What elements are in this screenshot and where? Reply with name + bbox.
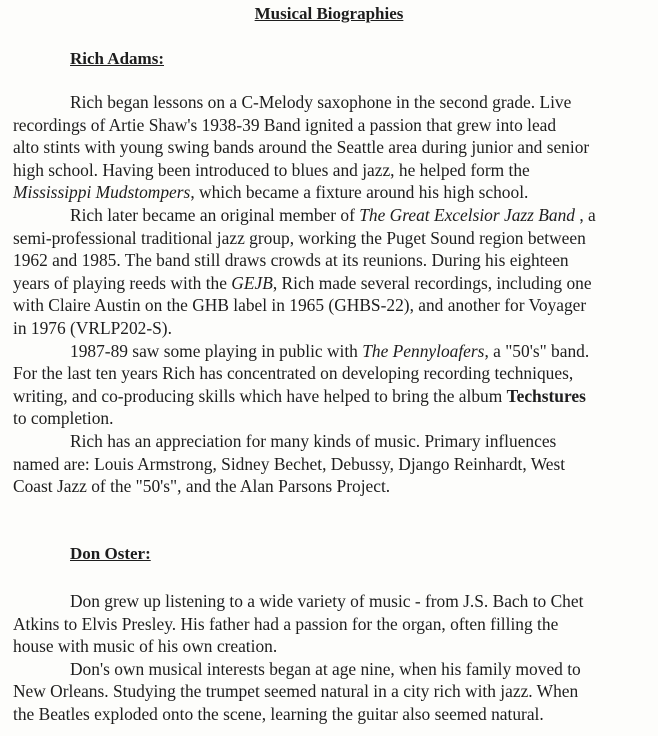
text-line	[13, 407, 653, 430]
text-line	[13, 136, 653, 159]
text-segment: high school. Having been introduced to blues and jazz, he helped form the	[13, 159, 530, 180]
text-segment: Atkins to Elvis Presley. His father had a passion for the organ, often filling the	[13, 613, 559, 634]
text-line	[13, 317, 653, 340]
text-line	[13, 181, 653, 204]
text-line	[13, 680, 653, 703]
text-segment: , a	[575, 204, 596, 225]
text-line	[13, 613, 653, 636]
text-line	[13, 590, 653, 613]
text-segment: , Rich made several recordings, including one	[272, 272, 592, 293]
page-title: Musical Biographies	[254, 4, 404, 23]
text-line	[13, 385, 653, 408]
bold-title: Techstures	[506, 385, 586, 406]
section-heading-don-oster: Don Oster:	[70, 544, 151, 563]
section-heading-rich-adams: Rich Adams:	[70, 49, 164, 68]
text-line	[13, 340, 653, 363]
text-line	[13, 227, 653, 250]
text-segment: with Claire Austin on the GHB label in 1965 (GHBS-22), and another for Voyager	[13, 295, 587, 316]
text-segment: Rich later became an original member of	[70, 204, 360, 225]
text-segment: in 1976 (VRLP202-S).	[13, 317, 172, 338]
text-line	[13, 272, 653, 295]
text-line	[13, 204, 653, 227]
italic-title: The Great Excelsior Jazz Band	[359, 204, 575, 225]
text-line	[13, 658, 653, 681]
italic-title: Mississippi Mudstompers	[13, 182, 191, 203]
text-line	[13, 159, 653, 182]
text-segment: semi-professional traditional jazz group, working the Puget Sound region between	[13, 227, 586, 248]
text-line	[13, 475, 653, 498]
text-line	[13, 249, 653, 272]
text-segment: the Beatles exploded onto the scene, learning the guitar also seemed natural.	[13, 703, 544, 724]
text-line	[13, 362, 653, 385]
text-line	[13, 635, 653, 658]
italic-title: The Pennyloafers	[362, 340, 485, 361]
text-line	[13, 114, 653, 137]
text-segment: 1987-89 saw some playing in public with	[70, 340, 363, 361]
italic-title: GEJB	[231, 272, 273, 293]
text-segment: Rich began lessons on a C-Melody saxophone in the second grade. Live	[70, 92, 572, 112]
text-segment: For the last ten years Rich has concentrated on developing recording techniques,	[13, 363, 574, 384]
text-line	[13, 453, 653, 476]
text-segment: Rich has an appreciation for many kinds of music. Primary influences	[70, 430, 557, 451]
text-segment: , which became a fixture around his high school.	[190, 182, 529, 203]
text-segment: Don grew up listening to a wide variety of music - from J.S. Bach to Chet	[70, 591, 584, 611]
text-segment: alto stints with young swing bands around the Seattle area during junior and senior	[13, 137, 590, 158]
rich-adams-biography	[13, 91, 653, 498]
text-segment: writing, and co-producing skills which have helped to bring the album	[13, 385, 507, 406]
text-segment: New Orleans. Studying the trumpet seemed natural in a city rich with jazz. When	[13, 681, 579, 702]
text-segment: years of playing reeds with the	[13, 272, 232, 293]
text-segment: Don's own musical interests began at age nine, when his family moved to	[70, 658, 581, 679]
text-line	[13, 430, 653, 453]
text-segment: named are: Louis Armstrong, Sidney Bechet, Debussy, Django Reinhardt, West	[13, 453, 566, 474]
text-line	[13, 91, 653, 114]
text-segment: , a "50's" band.	[484, 340, 590, 361]
text-segment: 1962 and 1985. The band still draws crowds at its reunions. During his eighteen	[13, 250, 569, 271]
don-oster-biography	[13, 590, 653, 726]
text-segment: Coast Jazz of the "50's", and the Alan Parsons Project.	[13, 476, 391, 497]
text-segment: to completion.	[13, 408, 114, 429]
text-segment: recordings of Artie Shaw's 1938-39 Band ignited a passion that grew into lead	[13, 114, 557, 135]
text-segment: house with music of his own creation.	[13, 636, 278, 657]
text-line	[13, 703, 653, 726]
text-line	[13, 294, 653, 317]
